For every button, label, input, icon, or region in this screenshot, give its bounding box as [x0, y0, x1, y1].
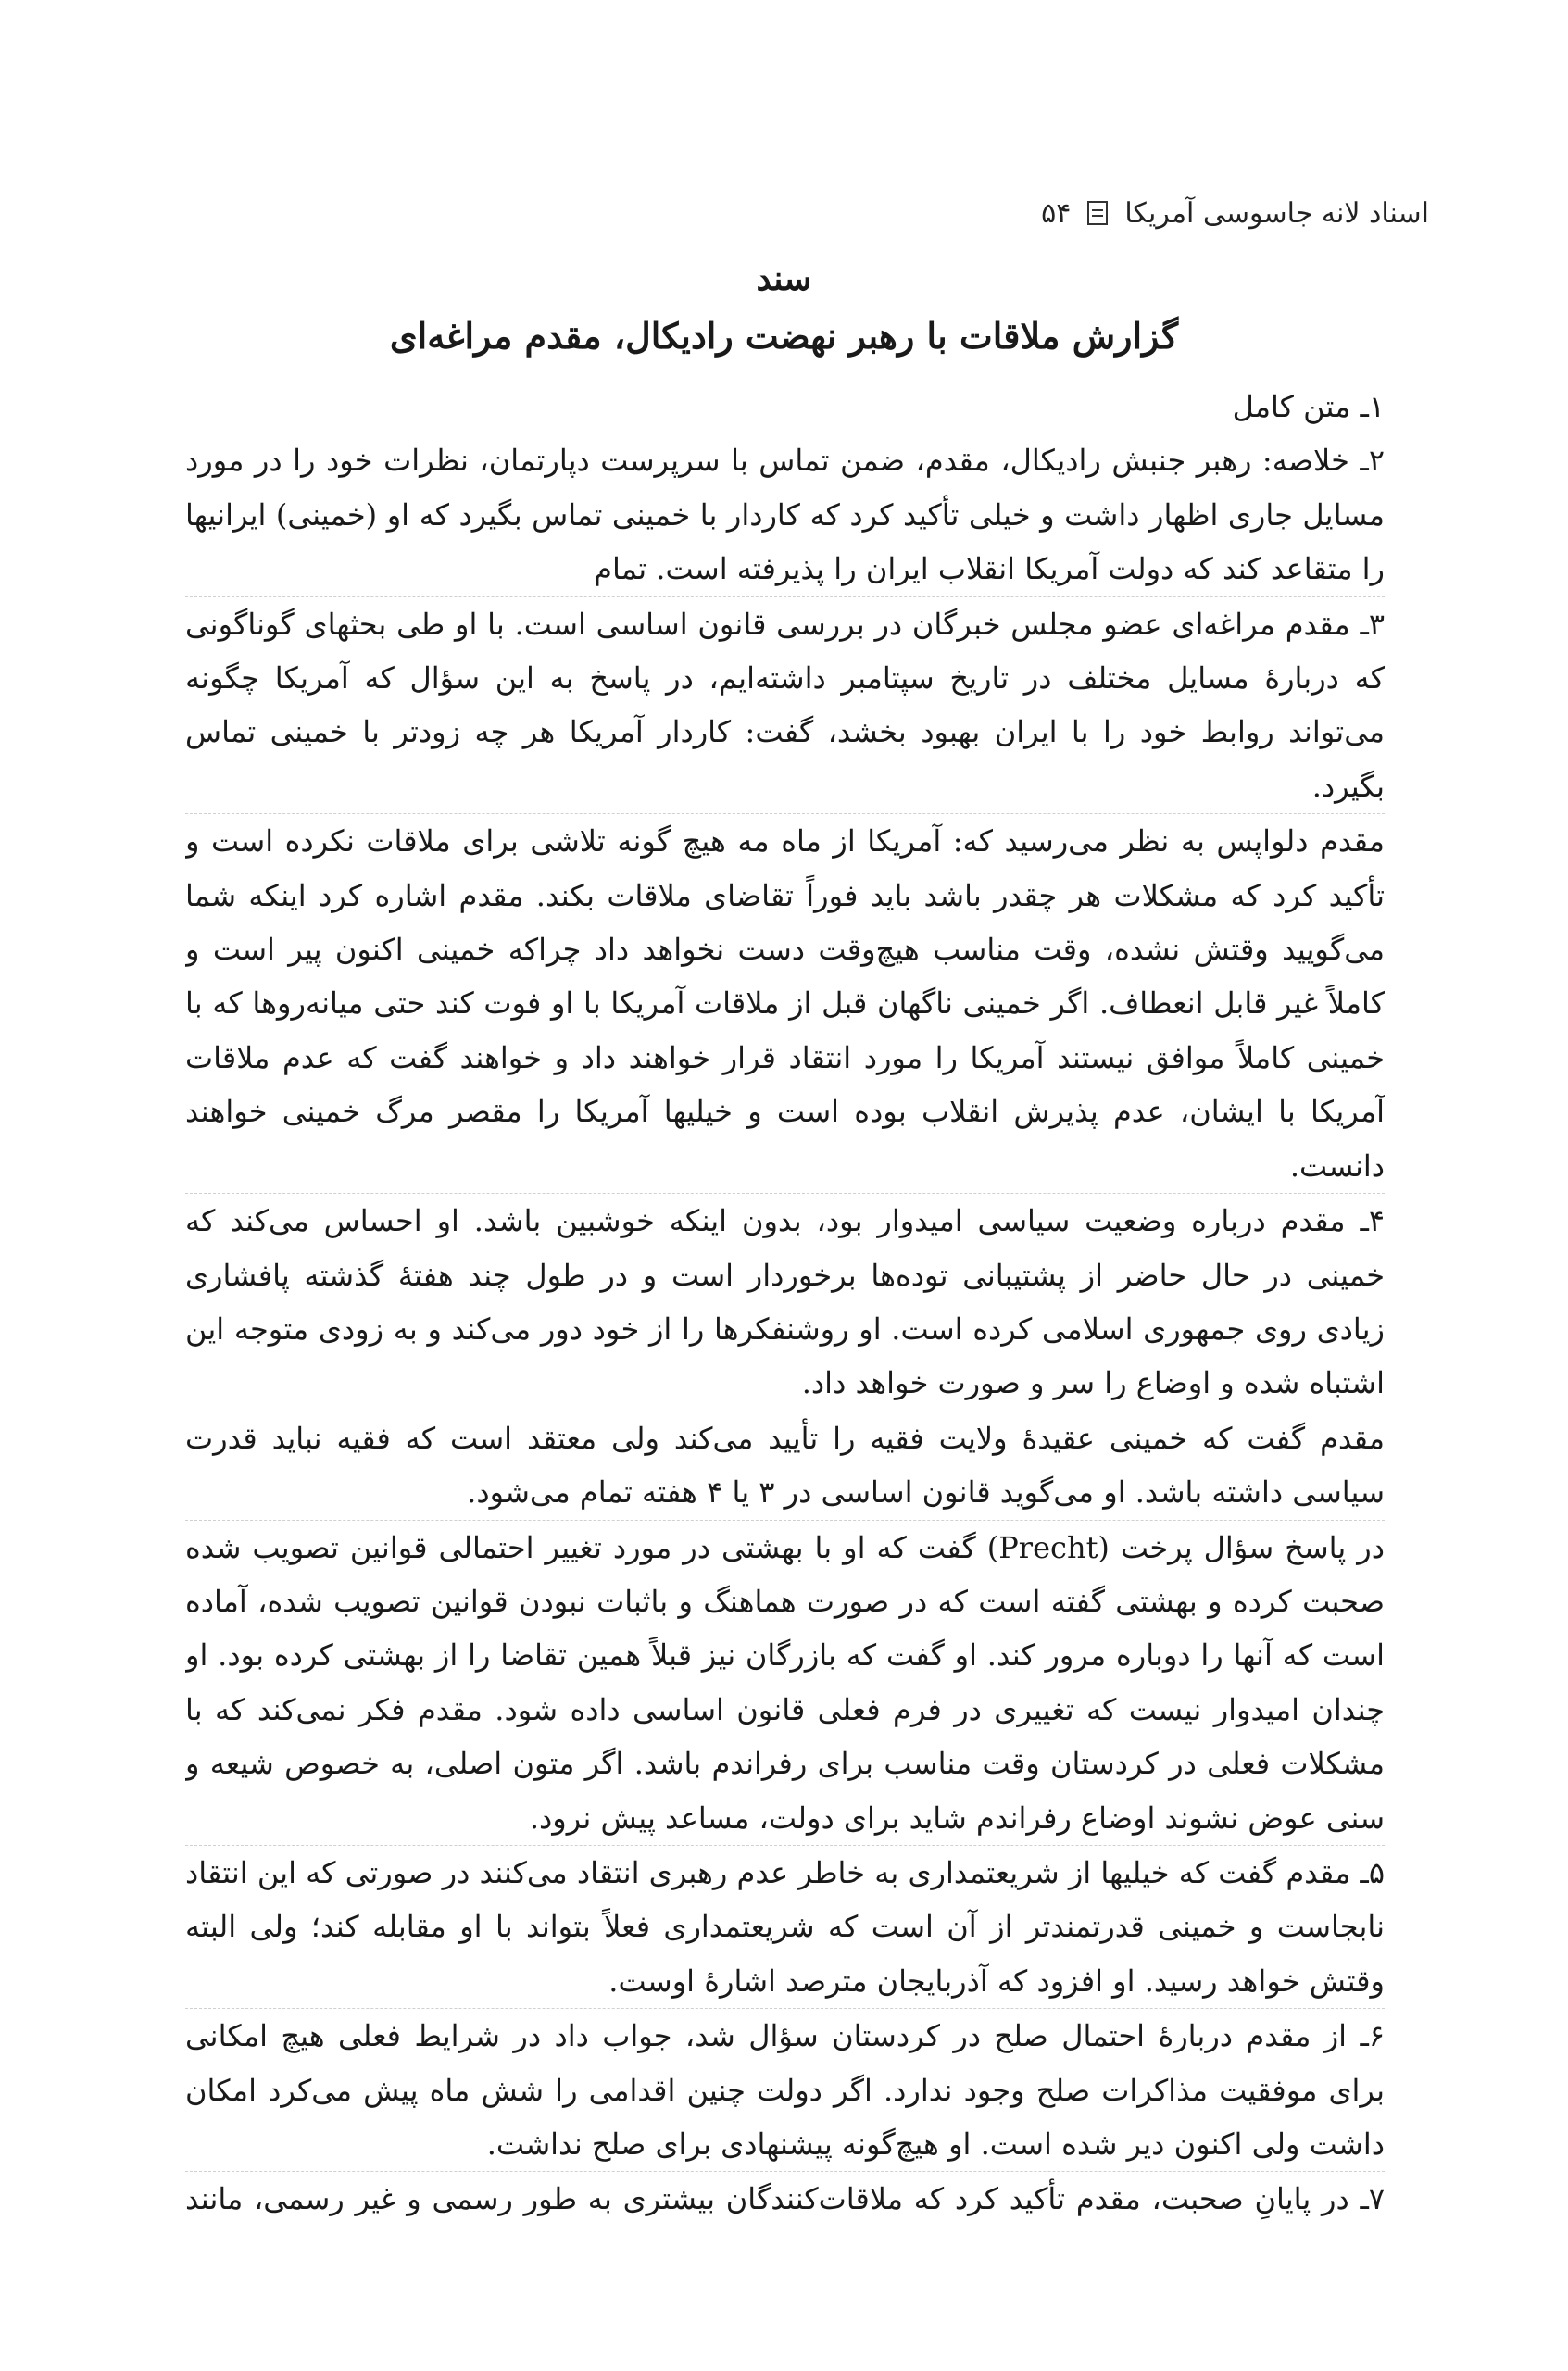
running-header [185, 185, 1429, 241]
document-title: گزارش ملاقات با رهبر نهضت رادیکال، مقدم مراغه‌ای [389, 315, 1179, 357]
paragraph-5: ۴ـ مقدم درباره وضعیت سیاسی امیدوار بود، بدون اینکه خوشبین باشد. او احساس می‌کند که خمینی در حال حاضر از پشتیبانی توده‌ها برخوردار است و در طول چند هفتهٔ گذشته پافشاری زیادی روی جمهوری اسلامی کرده است. او روشنفکرها را از خود دور می‌کند و به زودی متوجه این اشتباه شده و اوضاع را سر و صورت خواهد داد. [185, 1193, 1385, 1411]
paragraph-4: مقدم دلواپس به نظر می‌رسید که: آمریکا از ماه مه هیچ گونه تلاشی برای ملاقات نکرده است و تأکید کرد که مشکلات هر چقدر باشد باید فوراً تقاضای ملاقات بکند. مقدم اشاره کرد اینکه شما می‌گویید وقتش نشده، وقت مناسب هیچ‌وقت دست نخواهد داد چراکه خمینی اکنون پیر است و کاملاً غیر قابل انعطاف. اگر خمینی ناگهان قبل از ملاقات آمریکا با او فوت کند حتی میانه‌روها که با خمینی کاملاً موافق نیستند آمریکا را مورد انتقاد قرار خواهند داد و خواهند گفت که عدم ملاقات آمریکا با ایشان، عدم پذیرش انقلاب بوده است و خیلیها آمریکا را مقصر مرگ خمینی خواهند دانست. [185, 813, 1385, 1193]
paragraph-9: ۶ـ از مقدم دربارهٔ احتمال صلح در کردستان سؤال شد، جواب داد در شرایط فعلی هیچ امکانی برای موفقیت مذاکرات صلح وجود ندارد. اگر دولت چنین اقدامی را شش ماه پیش می‌کرد امکان داشت ولی اکنون دیر شده است. او هیچ‌گونه پیشنهادی برای صلح نداشت. [185, 2008, 1385, 2171]
paragraph-7: در پاسخ سؤال پرخت (Precht) گفت که او با بهشتی در مورد تغییر احتمالی قوانین تصویب شده صحبت کرده و بهشتی گفته است که در صورت هماهنگ و باثبات نبودن قوانین تصویب شده، آماده است که آنها را دوباره مرور کند. او گفت که بازرگان نیز قبلاً همین تقاضا را از بهشتی کرده بود. او چندان امیدوار نیست که تغییری در فرم فعلی قانون اساسی داده شود. مقدم فکر نمی‌کند که با مشکلات فعلی در کردستان وقت مناسب برای رفراندم باشد. اگر متون اصلی، به خصوص شیعه و سنی عوض نشوند اوضاع رفراندم شاید برای دولت، مساعد پیش نرود. [185, 1520, 1385, 1845]
body-text [185, 380, 1385, 2232]
document-label: سند [756, 259, 812, 298]
paragraph-6: مقدم گفت که خمینی عقیدهٔ ولایت فقیه را تأیید می‌کند ولی معتقد است که فقیه نباید قدرت سیاسی داشته باشد. او می‌گوید قانون اساسی در ۳ یا ۴ هفته تمام می‌شود. [185, 1411, 1385, 1520]
running-title: اسناد لانه جاسوسی آمریکا [1124, 196, 1429, 230]
paragraph-1: ۱ـ متن کامل [1232, 389, 1385, 424]
paragraph-3: ۳ـ مقدم مراغه‌ای عضو مجلس خبرگان در بررسی قانون اساسی است. با او طی بحثهای گوناگونی که دربارهٔ مسایل مختلف در تاریخ سپتامبر داشته‌ایم، در پاسخ به این سؤال که آمریکا چگونه می‌تواند روابط خود را با ایران بهبود بخشد، گفت: کاردار آمریکا هر چه زودتر با خمینی تماس بگیرد. [185, 596, 1385, 814]
paragraph-2: ۲ـ خلاصه: رهبر جنبش رادیکال، مقدم، ضمن تماس با سرپرست دپارتمان، نظرات خود را در مورد مسایل جاری اظهار داشت و خیلی تأکید کرد که کاردار با خمینی تماس بگیرد که او (خمینی) ایرانیها را متقاعد کند که دولت آمریکا انقلاب ایران را پذیرفته است. تمام [185, 443, 1385, 587]
paragraph-10: ۷ـ در پایانِ صحبت، مقدم تأکید کرد که ملاقات‌کنندگان بیشتری به طور رسمی و غیر رسمی، مانند [185, 2171, 1385, 2226]
page-number: ۵۴ [1041, 196, 1072, 230]
paragraph-8: ۵ـ مقدم گفت که خیلیها از شریعتمداری به خاطر عدم رهبری انتقاد می‌کنند در صورتی که این انتقاد نابجاست و خمینی قدرتمندتر از آن است که شریعتمداری فعلاً بتواند با او مقابله کند؛ ولی البته وقتش خواهد رسید. او افزود که آذربایجان مترصد اشارهٔ اوست. [185, 1845, 1385, 2008]
book-icon [1087, 201, 1108, 225]
